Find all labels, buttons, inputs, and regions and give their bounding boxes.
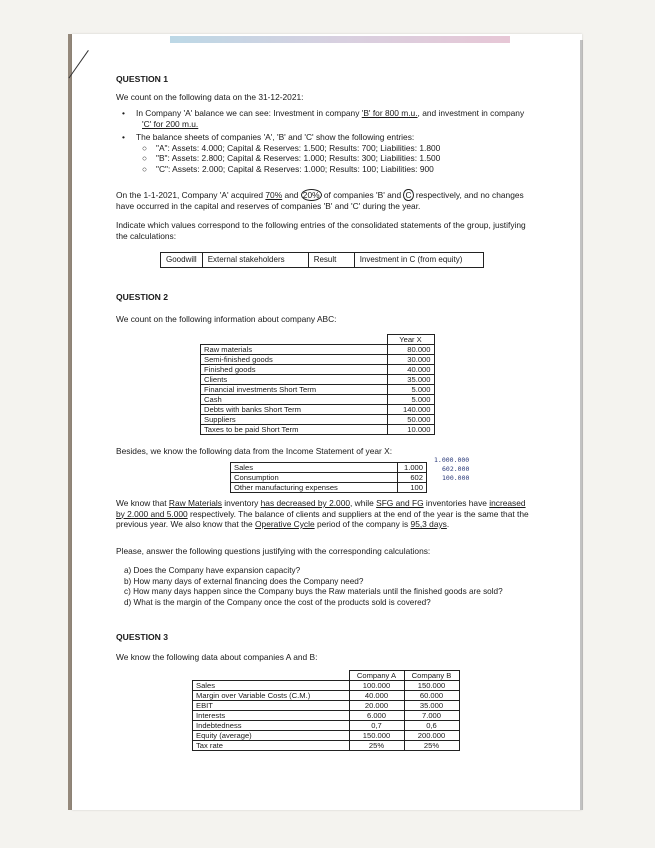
q1-bullet-list: [122, 108, 542, 174]
handwritten-notes: 1.000.000 602.000 100.000: [434, 456, 470, 482]
table-row: Equity (average) 150.000 200.000: [193, 731, 460, 741]
q1-bullet1-text-c: , and investment in company: [417, 108, 525, 118]
year-x-header: Year X: [387, 335, 434, 345]
table-row: Other manufacturing expenses 100: [231, 483, 427, 493]
table-row: Debts with banks Short Term 140.000: [201, 405, 435, 415]
list-item: b) How many days of external financing does the Company need?: [124, 576, 364, 586]
q1-pct-20-circled: 20%: [302, 190, 320, 200]
question-3-title: QUESTION 3: [116, 632, 169, 642]
table-row: Finished goods 40.000: [201, 365, 435, 375]
table-row: Interests 6.000 7.000: [193, 711, 460, 721]
circle-bullet-icon: ○: [142, 163, 148, 174]
table-row: Clients 35.000: [201, 375, 435, 385]
q1-bullet1-underline-b: 'B' for 800 m.u.: [361, 108, 418, 118]
col-company-b: Company B: [404, 671, 459, 681]
list-item: c) How many days happen since the Company buys the Raw materials until the finished goods are sold?: [124, 587, 503, 596]
entry-goodwill: Goodwill: [161, 253, 203, 268]
table-row: Taxes to be paid Short Term 10.000: [201, 425, 435, 435]
table-row: [161, 253, 484, 268]
q2-income-table: [230, 462, 427, 493]
q1-sub-item: ○ "B": Assets: 2.800; Capital & Reserves: 1.000; Results: 300; Liabilities: 1.500: [142, 153, 441, 163]
entry-external-stakeholders: External stakeholders: [202, 253, 308, 268]
table-row: Sales 100.000 150.000: [193, 681, 460, 691]
table-row: Consumption 602: [231, 473, 427, 483]
q2-paragraph: We know that Raw Materials inventory has decreased by 2.000, while SFG and FG inventories have increased by 2.000 and 5.000 respectively. The balance of clients and suppliers at the end of the year is the same that the previous year. We also know that the Operative Cycle period of the company is 95,3 days.: [116, 498, 529, 529]
list-item: d) What is the margin of the Company once the cost of the products sold is covered?: [124, 597, 431, 607]
q1-company-c-circled: C: [405, 190, 412, 200]
circle-bullet-icon: ○: [142, 153, 148, 163]
bullet-icon: •: [122, 132, 125, 142]
q1-intro: We count on the following data on the 31-12-2021:: [116, 92, 304, 102]
q1-paragraph-2: Indicate which values correspond to the following entries of the consolidated statements of the group, justifying the calculations:: [116, 220, 526, 241]
table-row: Financial investments Short Term 5.000: [201, 385, 435, 395]
q2-ask: Please, answer the following questions justifying with the corresponding calculations:: [116, 546, 431, 556]
question-1-title: QUESTION 1: [116, 74, 169, 84]
q1-sub-item: ○ "C": Assets: 2.000; Capital & Reserves: 1.000; Results: 100; Liabilities: 900: [142, 163, 434, 174]
list-item: a) Does the Company have expansion capacity?: [124, 566, 301, 575]
bullet-icon: •: [122, 108, 125, 118]
entry-investment-c: Investment in C (from equity): [354, 253, 483, 268]
table-row: Raw materials 80.000: [201, 345, 435, 355]
q2-balance-table: [200, 334, 435, 435]
q1-sub-list: [122, 143, 542, 175]
q3-intro: We know the following data about companies A and B:: [116, 652, 318, 662]
q1-bullet1-text: In Company 'A' balance we can see: Investment in company: [136, 108, 362, 118]
table-row: Suppliers 50.000: [201, 415, 435, 425]
q3-companies-table: [192, 670, 460, 751]
q1-bullet2-text: The balance sheets of companies 'A', 'B' and 'C' show the following entries:: [136, 132, 415, 142]
table-row: Indebtedness 0,7 0,6: [193, 721, 460, 731]
q1-paragraph-1: On the 1-1-2021, Company 'A' acquired 70% and 20% of companies 'B' and C respectively, and no changes have occurred in the capital and reserves of companies 'B' and 'C' during the year.: [116, 190, 524, 211]
q1-bullet-2: [122, 132, 542, 143]
q2-income-intro: Besides, we know the following data from the Income Statement of year X:: [116, 446, 393, 456]
circle-bullet-icon: ○: [142, 142, 148, 153]
table-row: [201, 335, 435, 345]
q2-question-list: [124, 566, 503, 608]
table-row: Tax rate 25% 25%: [193, 741, 460, 751]
q1-bullet1-underline-d: 'C' for 200 m.u.: [142, 118, 199, 129]
question-2-title: QUESTION 2: [116, 292, 169, 302]
col-company-a: Company A: [349, 671, 404, 681]
q2-intro: We count on the following information about company ABC:: [116, 314, 337, 324]
table-row: [193, 671, 460, 681]
q1-pct-70: 70%: [265, 190, 283, 200]
table-row: Sales 1.000: [231, 463, 427, 473]
q1-bullet-1-cont: [122, 119, 542, 130]
q1-bullet-1: [122, 108, 542, 119]
table-row: Semi-finished goods 30.000: [201, 355, 435, 365]
table-row: Cash 5.000: [201, 395, 435, 405]
entry-result: Result: [308, 253, 354, 268]
q1-entries-table: [160, 252, 484, 268]
page-right-edge: [580, 40, 583, 810]
tape-strip: [170, 36, 510, 43]
q1-sub-item: ○ "A": Assets: 4.000; Capital & Reserves: 1.500; Results: 700; Liabilities: 1.800: [142, 142, 441, 153]
table-row: EBIT 20.000 35.000: [193, 701, 460, 711]
table-row: Margin over Variable Costs (C.M.) 40.000 60.000: [193, 691, 460, 701]
